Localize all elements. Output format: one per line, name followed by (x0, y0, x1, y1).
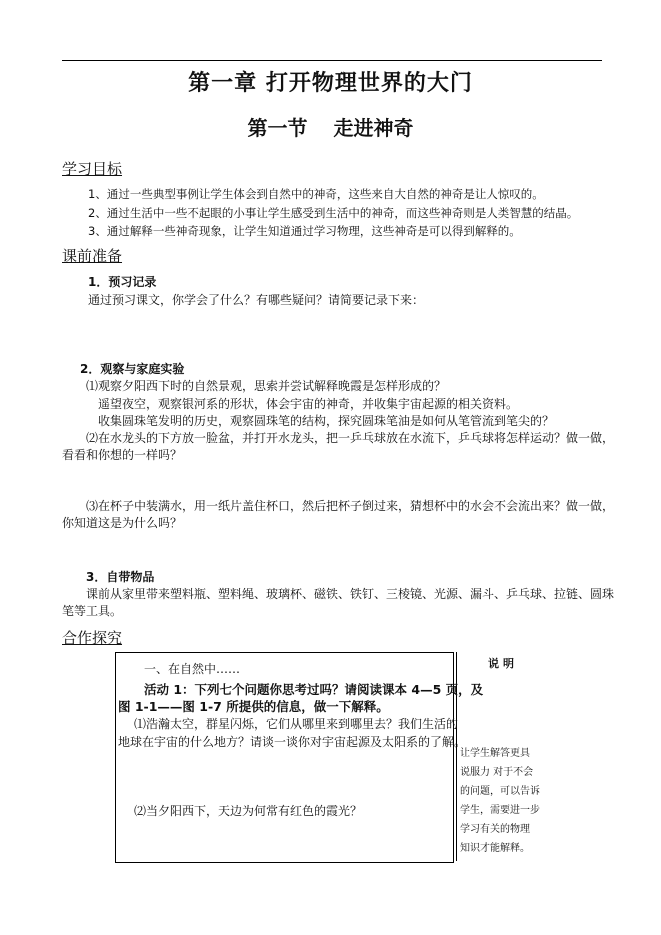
items-label: 3．自带物品 (86, 570, 155, 584)
box-q1-line: ⑴浩瀚太空，群星闪烁，它们从哪里来到哪里去？我们生活的 (134, 717, 459, 731)
box-q1-line: 地球在宇宙的什么地方？请谈一谈你对宇宙起源及太阳系的了解。 (118, 735, 467, 749)
preview-text: 通过预习课文，你学会了什么？有哪些疑问？请简要记录下来： (88, 293, 425, 307)
goal-item: 3、通过解释一些神奇现象，让学生知道通过学习物理，这些神奇是可以得到解释的。 (88, 224, 521, 238)
section-prefix: 第一节 (247, 116, 308, 140)
goals-heading: 学习目标 (62, 160, 123, 178)
goal-item: 1、通过一些典型事例让学生体会到自然中的神奇，这些来自大自然的神奇是让人惊叹的。 (88, 187, 544, 201)
preview-label: 1．预习记录 (88, 275, 157, 289)
observe-line: 收集圆珠笔发明的历史，观察圆珠笔的结构，探究圆珠笔油是如何从笔管流到笔尖的？ (98, 414, 555, 428)
note-line: 学生，需要进一步 (460, 805, 540, 816)
goal-item: 2、通过生活中一些不起眼的小事让学生感受到生活中的神奇，而这些神奇则是人类智慧的结晶。 (88, 206, 579, 220)
observe-q3-line: ⑶在杯子中装满水，用一纸片盖住杯口，然后把杯子倒过来，猜想杯中的水会不会流出来？做一做， (86, 499, 615, 513)
activity-line: 图 1-1——图 1-7 所提供的信息，做一下解释。 (118, 699, 389, 714)
note-line: 让学生解答更具 (460, 748, 530, 759)
observe-q2-line: ⑵在水龙头的下方放一脸盆，并打开水龙头，把一乒乓球放在水流下，乒乓球将怎样运动？做一做， (86, 431, 615, 445)
items-line: 课前从家里带来塑料瓶、塑料绳、玻璃杯、磁铁、铁钉、三棱镜、光源、漏斗、乒乓球、拉链、圆珠 (86, 587, 615, 601)
note-line: 学习有关的物理 (460, 824, 530, 835)
chapter-title: 第一章 打开物理世界的大门 (188, 70, 473, 96)
box-section: 一、在自然中…… (144, 662, 241, 676)
top-rule (62, 60, 602, 61)
observe-line: 遥望夜空，观察银河系的形状，体会宇宙的神奇，并收集宇宙起源的相关资料。 (98, 397, 519, 411)
observe-q3-line: 你知道这是为什么吗？ (62, 516, 183, 530)
note-line: 说服力 对于不会 (460, 767, 534, 778)
observe-label: 2．观察与家庭实验 (80, 362, 185, 376)
coop-heading: 合作探究 (62, 629, 123, 647)
note-line: 知识才能解释。 (460, 843, 530, 854)
section-name: 走进神奇 (333, 116, 414, 140)
items-line: 笔等工具。 (62, 604, 123, 618)
observe-line: ⑴观察夕阳西下时的自然景观，思索并尝试解释晚霞是怎样形成的？ (86, 379, 447, 393)
box-q2: ⑵当夕阳西下，天边为何常有红色的霞光？ (134, 804, 363, 818)
note-line: 的问题，可以告诉 (460, 786, 540, 797)
observe-q2-line: 看看和你想的一样吗？ (62, 448, 183, 462)
activity-line: 活动 1：下列七个问题你思考过吗？请阅读课本 4—5 页，及 (144, 682, 484, 697)
prep-heading: 课前准备 (62, 247, 123, 265)
note-text (460, 744, 550, 858)
section-title (0, 112, 661, 141)
note-title: 说明 (488, 657, 518, 670)
